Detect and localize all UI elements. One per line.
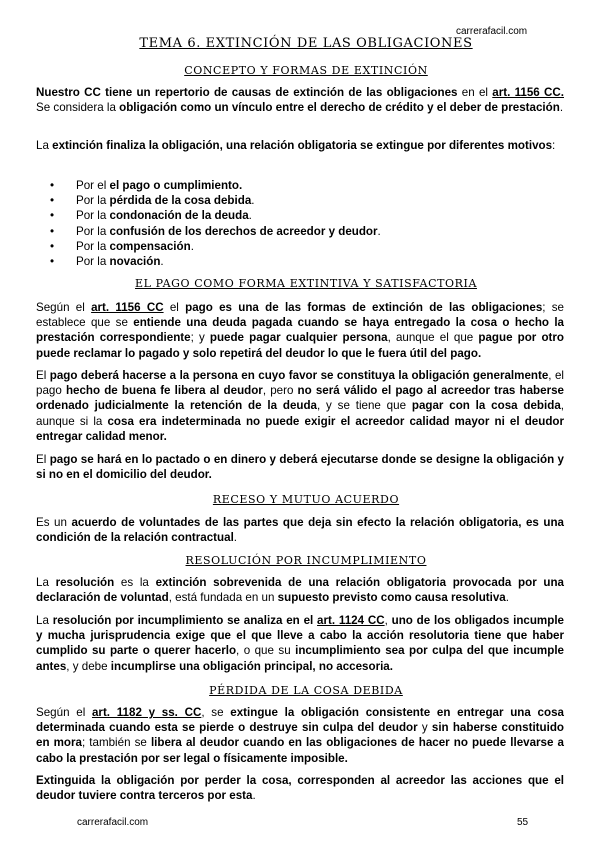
page-title: TEMA 6. EXTINCIÓN DE LAS OBLIGACIONES <box>139 36 473 51</box>
text: ; se establece que se <box>36 301 564 330</box>
bold-text: extinción finaliza la obligación, una relación obligatoria se extingue por diferentes motivos <box>52 139 553 152</box>
text: , o que su <box>236 644 296 658</box>
text: . <box>233 531 238 545</box>
bullet-icon: • <box>50 179 55 192</box>
text: , se <box>201 706 231 719</box>
list-item <box>36 254 381 269</box>
text: . <box>252 789 256 803</box>
text: Por el <box>76 179 110 192</box>
bold-text: no será válido el pago al acreedor tras haberse ordenado judicialmente la retención de la deuda <box>36 384 564 413</box>
text: Por la <box>76 209 110 223</box>
bold-text: puede pagar cualquier persona <box>209 331 388 345</box>
paragraph-resolucion-1 <box>36 575 564 605</box>
text: . <box>377 224 381 238</box>
list-item <box>36 239 381 254</box>
bold-text: libera al deudor cuando en las obligaciones de hacer no puede llevarse a cabo la prestación por ser legal o físicamente imposible. <box>36 736 564 765</box>
text: , pero <box>262 384 298 398</box>
paragraph-pago-1 <box>36 300 564 361</box>
text: . <box>190 239 194 253</box>
text: y <box>417 721 432 735</box>
bold-text: resolución por incumplimiento se analiza en el <box>52 614 318 627</box>
bold-text: novación <box>109 254 161 268</box>
bold-text: resolución <box>55 576 115 589</box>
text: , y se tiene que <box>317 399 412 413</box>
bold-text: uno de los obligados incumple y mucha jurisprudencia exige que el que lleve a cabo la acción resolutoria tiene que haber cumplido su parte o querer hacerlo <box>36 614 564 658</box>
text: Se considera la <box>36 101 120 115</box>
bold-text: extingue la obligación consistente en entregar una cosa determinada cuando esta se pierde o destruye sin culpa del deudor <box>36 706 564 735</box>
bullet-icon: • <box>50 194 55 208</box>
article-reference: art. 1124 CC <box>317 614 385 627</box>
text: Por la <box>76 194 110 208</box>
list-item <box>36 193 381 208</box>
bold-text: supuesto previsto como causa resolutiva <box>277 591 506 605</box>
text: , aunque el que <box>387 331 479 345</box>
text: La <box>36 139 53 152</box>
text: . <box>559 101 564 115</box>
bold-text: pago deberá hacerse a la persona en cuyo favor se constituya la obligación generalmente <box>49 369 549 382</box>
text: El <box>36 453 50 466</box>
bold-text: incumplimiento sea por culpa del que incumple antes <box>36 644 564 673</box>
bold-text: acuerdo de voluntades de las partes que deja sin efecto la relación obligatoria, es una condición de la relación contractual <box>36 516 564 545</box>
section-heading-receso: RECESO Y MUTUO ACUERDO <box>212 493 400 506</box>
bold-text: Extinguida la obligación por perder la cosa, corresponden al acreedor las acciones que el deudor tuviere contra terceros por esta <box>36 774 564 803</box>
text: , <box>384 614 392 627</box>
header-site: carrerafacil.com <box>456 26 528 37</box>
text: La <box>36 614 53 627</box>
paragraph-resolucion-2 <box>36 613 564 674</box>
text: Por la <box>76 224 110 238</box>
text: , está fundada en un <box>168 591 278 605</box>
section-heading-perdida: PÉRDIDA DE LA COSA DEBIDA <box>209 684 403 697</box>
bold-text: cosa era indeterminada no puede exigir el acreedor calidad mayor ni el deudor entregar calidad menor. <box>36 414 565 443</box>
bold-text: sin haberse constituido en mora <box>36 721 565 750</box>
bullet-icon: • <box>50 254 55 268</box>
bold-text: condonación de la deuda <box>109 209 249 223</box>
text: el <box>163 301 186 314</box>
text: . <box>248 209 252 223</box>
list-item <box>36 224 381 239</box>
bold-text: pague por otro puede reclamar lo pagado y solo repetirá del deudor lo que le fuera útil del pago. <box>36 331 564 360</box>
list-item <box>36 208 381 223</box>
text: Según el <box>36 301 92 314</box>
text: : <box>552 139 556 152</box>
bold-text: el pago o cumplimiento. <box>109 179 243 192</box>
bold-text: obligación como un vínculo entre el derecho de crédito y el deber de prestación <box>119 101 560 115</box>
bold-text: hecho de buena fe libera al deudor <box>65 384 263 398</box>
text: . <box>251 194 255 208</box>
text: , aunque si la <box>36 399 565 428</box>
text: El <box>36 369 50 382</box>
bold-text: pérdida de la cosa debida <box>109 194 252 208</box>
section-heading-resolucion: RESOLUCIÓN POR INCUMPLIMIENTO <box>185 554 427 567</box>
footer-site: carrerafacil.com <box>77 817 149 828</box>
bold-text: entiende una deuda pagada cuando se haya entregado la cosa o hecho la prestación correspondiente <box>36 316 564 345</box>
article-reference: art. 1156 CC. <box>492 86 564 99</box>
bullet-icon: • <box>50 209 55 223</box>
text: Por la <box>76 239 110 253</box>
text: Es un <box>36 516 72 529</box>
text: . <box>505 591 509 605</box>
text: en el <box>457 86 493 99</box>
extinction-causes-list <box>36 178 381 269</box>
bold-text: extinción sobrevenida de una relación obligatoria provocada por una declaración de voluntad <box>36 576 565 605</box>
text: Según el <box>36 706 92 719</box>
text: , y debe <box>66 659 111 673</box>
paragraph-pago-3 <box>36 452 564 482</box>
bullet-icon: • <box>50 224 55 238</box>
page-number: 55 <box>517 817 529 828</box>
bold-text: Nuestro CC tiene un repertorio de causas de extinción de las obligaciones <box>36 86 458 99</box>
list-item <box>36 178 381 193</box>
bold-text: incumplirse una obligación principal, no accesoria. <box>110 659 393 673</box>
text: ; también se <box>81 736 151 750</box>
bold-text: confusión de los derechos de acreedor y deudor <box>109 224 378 238</box>
text: ; y <box>190 331 210 345</box>
paragraph-perdida-1 <box>36 705 564 766</box>
bold-text: pago se hará en lo pactado o en dinero y deberá ejecutarse donde se designe la obligación y si no en el domicilio del deudor. <box>36 453 565 482</box>
bold-text: pago es una de las formas de extinción de las obligaciones <box>185 301 543 314</box>
paragraph-concepto-1 <box>36 85 564 115</box>
text: , el pago <box>36 369 564 398</box>
bold-text: compensación <box>109 239 191 253</box>
bold-text: pagar con la cosa debida <box>411 399 561 413</box>
bullet-icon: • <box>50 239 55 253</box>
article-reference: art. 1182 y ss. CC <box>91 706 202 719</box>
text: La <box>36 576 56 589</box>
text: . <box>160 254 164 268</box>
text: Por la <box>76 254 110 268</box>
section-heading-concepto: CONCEPTO Y FORMAS DE EXTINCIÓN <box>184 64 428 77</box>
text: es la <box>114 576 156 589</box>
paragraph-pago-2 <box>36 368 564 444</box>
section-heading-pago: EL PAGO COMO FORMA EXTINTIVA Y SATISFACTORIA <box>134 277 478 290</box>
article-reference: art. 1156 CC <box>91 301 164 314</box>
paragraph-perdida-2 <box>36 773 564 803</box>
paragraph-concepto-2 <box>36 138 564 153</box>
paragraph-receso-1 <box>36 515 564 545</box>
